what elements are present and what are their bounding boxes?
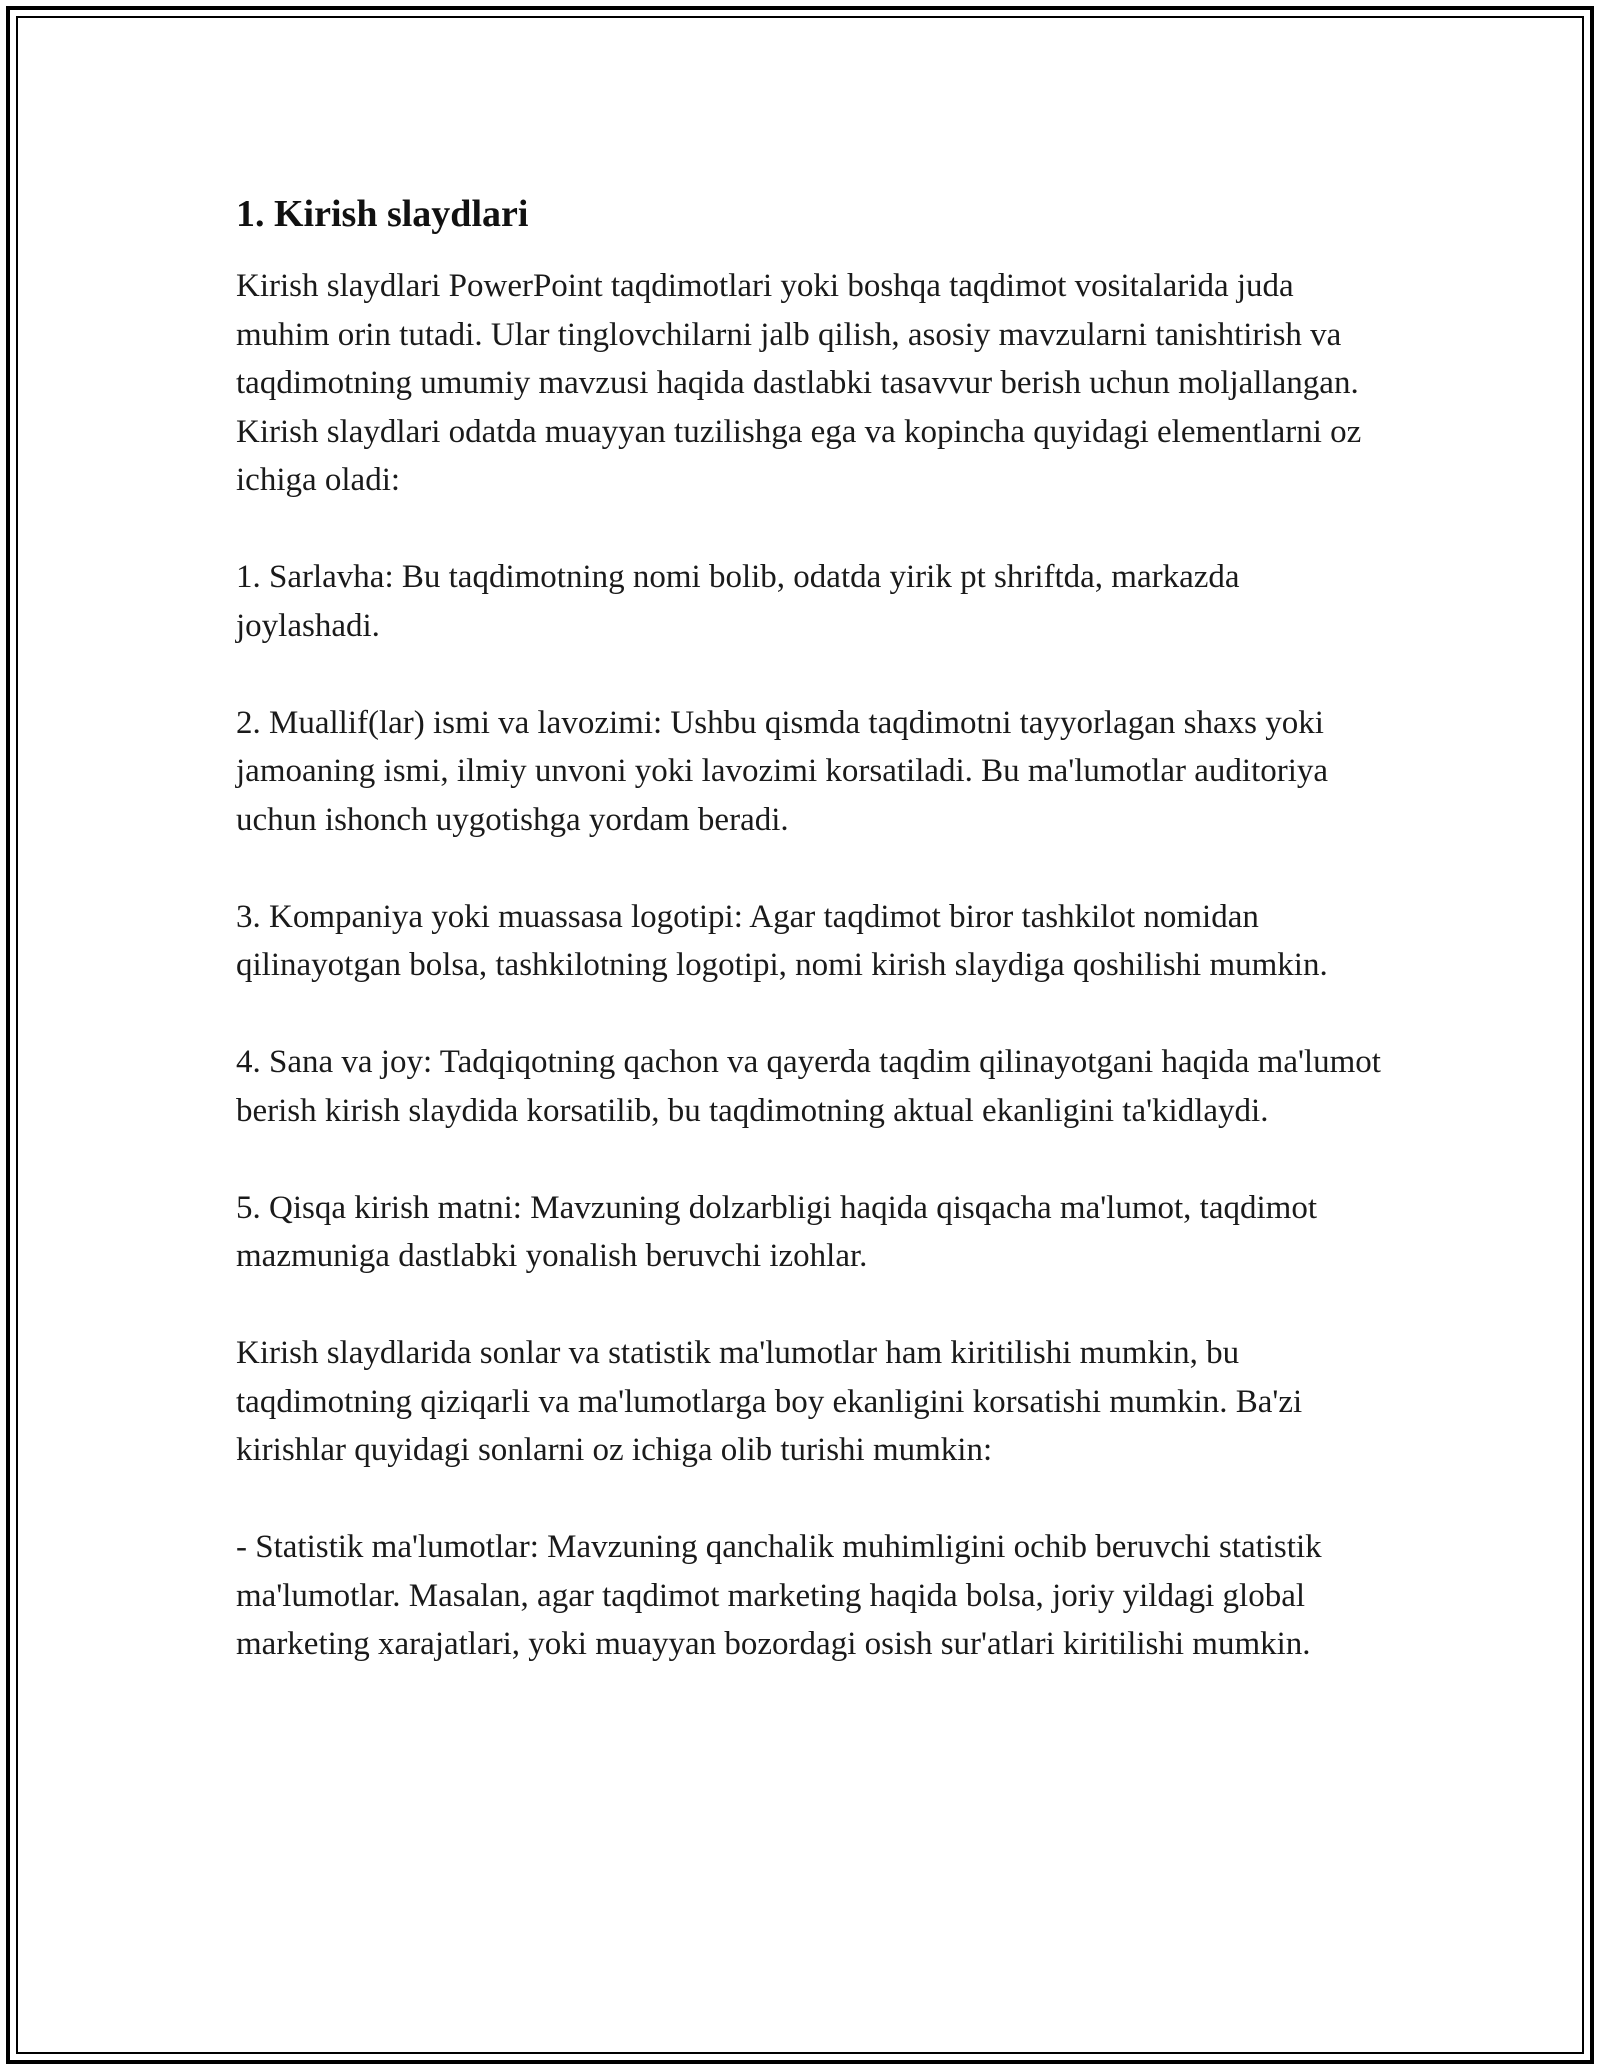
section-heading: 1. Kirish slaydlari <box>236 193 529 235</box>
list-item-date-place: 4. Sana va joy: Tadqiqotning qachon va qayerda taqdim qilinayotgani haqida ma'lumot berish kirish slaydida korsatilib, bu taqdimotning aktual ekanligini ta'kidlaydi. <box>236 1044 1381 1129</box>
list-item-logo: 3. Kompaniya yoki muassasa logotipi: Agar taqdimot biror tashkilot nomidan qilinayotgan bolsa, tashkilotning logotipi, nomi kirish slaydiga qoshilishi mumkin. <box>236 898 1328 983</box>
intro-paragraph: Kirish slaydlari PowerPoint taqdimotlari yoki boshqa taqdimot vositalarida juda muhim orin tutadi. Ular tinglovchilarni jalb qilish, asosiy mavzularni tanishtirish va taqdimotning umumiy mavzusi haqida dastlabki tasavvur berish uchun moljallangan. Kirish slaydlari odatda muayyan tuzilishga ega va kopincha quyidagi elementlarni oz ichiga oladi: <box>236 268 1362 498</box>
statistics-paragraph: Kirish slaydlarida sonlar va statistik ma'lumotlar ham kiritilishi mumkin, bu taqdimotning qiziqarli va ma'lumotlarga boy ekanligini korsatishi mumkin. Ba'zi kirishlar quyidagi sonlarni oz ichiga olib turishi mumkin: <box>236 1335 1303 1468</box>
list-item-intro-text: 5. Qisqa kirish matni: Mavzuning dolzarbligi haqida qisqacha ma'lumot, taqdimot mazmuniga dastlabki yonalish beruvchi izohlar. <box>236 1189 1317 1274</box>
list-item-title: 1. Sarlavha: Bu taqdimotning nomi bolib, odatda yirik pt shriftda, markazda joylashadi. <box>236 559 1240 644</box>
list-item-author: 2. Muallif(lar) ismi va lavozimi: Ushbu qismda taqdimotni tayyorlagan shaxs yoki jamoaning ismi, ilmiy unvoni yoki lavozimi korsatiladi. Bu ma'lumotlar auditoriya uchun ishonch uygotishga yordam beradi. <box>236 704 1329 838</box>
statistics-bullet: - Statistik ma'lumotlar: Mavzuning qanchalik muhimligini ochib beruvchi statistik ma'lumotlar. Masalan, agar taqdimot marketing haqida bolsa, joriy yildagi global marketing xarajatlari, yoki muayyan bozordagi osish sur'atlari kiritilishi mumkin. <box>236 1529 1322 1662</box>
document-body <box>236 186 1386 1669</box>
